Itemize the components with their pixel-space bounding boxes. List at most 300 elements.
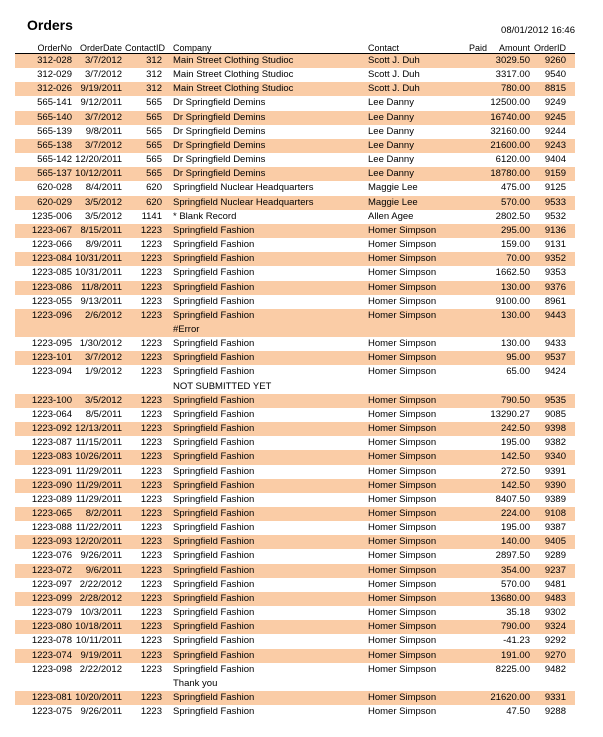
cell-amount: 242.50 <box>490 422 532 436</box>
report-timestamp: 08/01/2012 16:46 <box>501 25 575 36</box>
cell-contact-id: 1223 <box>125 309 165 323</box>
cell-paid <box>460 125 490 139</box>
cell-company: Springfield Fashion <box>165 479 360 493</box>
table-row <box>15 535 575 549</box>
cell-order-no: 312-028 <box>15 54 75 69</box>
cell-company: Springfield Fashion <box>173 607 255 619</box>
cell-company: Springfield Fashion <box>173 663 255 675</box>
cell-contact: Homer Simpson <box>368 295 437 307</box>
cell-contact-id: 1223 <box>140 663 162 675</box>
cell-contact-id: 312 <box>125 54 165 69</box>
table-row <box>15 351 575 365</box>
cell-contact-id: 1223 <box>140 239 162 251</box>
cell-paid <box>460 139 490 153</box>
cell-company: Springfield Fashion <box>173 465 255 477</box>
cell-order-date: 12/13/2011 <box>75 422 125 436</box>
cell-order-date: 11/22/2011 <box>75 522 122 534</box>
cell-amount: 130.00 <box>490 281 532 295</box>
cell-order-id: 9533 <box>532 196 575 210</box>
cell-company: #Error <box>165 323 360 337</box>
cell-order-no: 565-137 <box>15 167 75 181</box>
cell-order-no: 1223-090 <box>15 479 75 493</box>
cell-contact-id: 1223 <box>125 450 165 464</box>
cell-paid <box>460 634 490 648</box>
cell-contact-id: 565 <box>125 167 165 181</box>
cell-order-date <box>75 677 125 691</box>
cell-paid <box>460 337 490 351</box>
cell-paid <box>460 153 490 167</box>
cell-order-date: 10/26/2011 <box>75 450 125 464</box>
cell-amount: 295.00 <box>490 224 532 238</box>
table-row <box>15 549 575 563</box>
cell-order-date: 11/8/2011 <box>75 281 125 295</box>
cell-contact: Maggie Lee <box>368 182 418 194</box>
cell-order-id: 9302 <box>544 607 566 619</box>
cell-order-date: 3/5/2012 <box>85 210 122 222</box>
cell-order-id: 9433 <box>544 338 566 350</box>
table-row <box>15 578 575 592</box>
cell-paid <box>460 281 490 295</box>
cell-amount: 8225.00 <box>495 663 530 675</box>
cell-order-no: 1223-101 <box>15 351 75 365</box>
cell-order-no: 565-140 <box>15 111 75 125</box>
table-row <box>15 705 575 719</box>
cell-contact-id: 1223 <box>140 366 162 378</box>
cell-contact: Homer Simpson <box>368 635 437 647</box>
cell-contact: Homer Simpson <box>368 239 437 251</box>
cell-amount: 32160.00 <box>490 125 530 137</box>
cell-contact-id: 1223 <box>140 408 162 420</box>
cell-paid <box>460 450 490 464</box>
cell-paid <box>460 295 490 309</box>
cell-order-date: 9/12/2011 <box>80 97 122 109</box>
cell-paid <box>460 549 490 563</box>
cell-contact-id: 1223 <box>125 535 165 549</box>
cell-order-no: 312-029 <box>37 69 72 81</box>
cell-contact: Homer Simpson <box>368 408 437 420</box>
cell-contact: Homer Simpson <box>368 437 437 449</box>
cell-amount: 790.50 <box>490 394 532 408</box>
cell-contact: Homer Simpson <box>368 607 437 619</box>
cell-amount: 70.00 <box>490 252 532 266</box>
column-header-paid: Paid <box>460 39 490 54</box>
cell-paid <box>460 167 490 181</box>
cell-contact-id: 312 <box>146 69 162 81</box>
cell-paid <box>460 564 490 578</box>
cell-order-no <box>15 380 75 394</box>
cell-order-no: 1223-078 <box>31 635 72 647</box>
cell-order-id: 8815 <box>532 82 575 96</box>
cell-order-date: 10/31/2011 <box>75 267 122 279</box>
cell-company: Dr Springfield Demins <box>173 97 266 109</box>
cell-order-date: 11/29/2011 <box>75 479 125 493</box>
cell-amount: 13680.00 <box>490 592 532 606</box>
cell-order-date: 10/3/2011 <box>80 607 122 619</box>
cell-amount: 130.00 <box>490 309 532 323</box>
table-row <box>15 365 575 379</box>
cell-order-no: 1223-085 <box>31 267 72 279</box>
cell-order-no: 1223-095 <box>31 338 72 350</box>
cell-contact-id: 1223 <box>140 706 162 718</box>
column-header-contactid: ContactID <box>125 39 165 54</box>
cell-paid <box>460 309 490 323</box>
cell-amount <box>490 380 532 394</box>
cell-order-date: 3/5/2012 <box>75 196 125 210</box>
cell-contact-id: 1223 <box>140 295 162 307</box>
cell-order-id: 9537 <box>532 351 575 365</box>
cell-order-date: 3/7/2012 <box>75 54 125 69</box>
column-header-orderno: OrderNo <box>15 39 75 54</box>
table-row <box>15 337 575 351</box>
cell-order-date <box>75 323 125 337</box>
cell-paid <box>460 436 490 450</box>
cell-contact: Homer Simpson <box>360 620 460 634</box>
cell-order-no: 1223-100 <box>15 394 75 408</box>
cell-order-id: 9352 <box>532 252 575 266</box>
cell-order-no: 565-138 <box>15 139 75 153</box>
cell-contact-id: 1223 <box>140 267 162 279</box>
cell-paid <box>460 323 490 337</box>
table-row <box>15 521 575 535</box>
cell-company: Dr Springfield Demins <box>165 167 360 181</box>
cell-amount: 1662.50 <box>495 267 530 279</box>
cell-contact: Scott J. Duh <box>360 82 460 96</box>
cell-contact: Homer Simpson <box>368 706 437 718</box>
cell-paid <box>460 365 490 379</box>
cell-company: NOT SUBMITTED YET <box>173 380 272 392</box>
cell-contact-id: 565 <box>125 111 165 125</box>
cell-order-id: 9331 <box>532 691 575 705</box>
cell-paid <box>460 649 490 663</box>
cell-contact: Homer Simpson <box>368 465 437 477</box>
cell-company: Springfield Nuclear Headquarters <box>165 196 360 210</box>
cell-company: Thank you <box>173 677 218 689</box>
cell-contact: Homer Simpson <box>360 479 460 493</box>
cell-order-no: 620-029 <box>15 196 75 210</box>
cell-amount: 21600.00 <box>490 139 532 153</box>
cell-order-id: 9540 <box>544 69 566 81</box>
table-note-row <box>15 677 575 691</box>
cell-contact: Homer Simpson <box>360 507 460 521</box>
cell-order-id: 9324 <box>532 620 575 634</box>
cell-paid <box>460 663 490 677</box>
cell-order-no: 1223-093 <box>15 535 75 549</box>
cell-contact-id: 565 <box>125 139 165 153</box>
cell-paid <box>460 252 490 266</box>
cell-order-date: 8/15/2011 <box>75 224 125 238</box>
cell-order-date <box>75 380 125 394</box>
cell-order-no: 1223-088 <box>31 522 72 534</box>
cell-company: Springfield Fashion <box>173 239 255 251</box>
table-row <box>15 252 575 266</box>
cell-paid <box>460 592 490 606</box>
cell-order-date: 8/5/2011 <box>85 408 122 420</box>
cell-amount: 191.00 <box>490 649 532 663</box>
cell-company: Springfield Fashion <box>173 437 255 449</box>
table-row <box>15 422 575 436</box>
cell-paid <box>460 606 490 620</box>
cell-order-id: 9085 <box>544 408 566 420</box>
cell-order-no <box>15 323 75 337</box>
cell-contact: Homer Simpson <box>360 649 460 663</box>
cell-order-id: 9136 <box>532 224 575 238</box>
cell-contact: Homer Simpson <box>360 351 460 365</box>
cell-company: Springfield Fashion <box>165 649 360 663</box>
cell-order-no: 1223-075 <box>31 706 72 718</box>
cell-order-date: 9/6/2011 <box>75 564 125 578</box>
cell-order-date: 2/28/2012 <box>75 592 125 606</box>
cell-amount: 195.00 <box>500 437 530 449</box>
cell-order-no: 1223-097 <box>31 578 72 590</box>
table-row <box>15 181 575 195</box>
cell-contact: Lee Danny <box>360 139 460 153</box>
column-header-orderdate: OrderDate <box>75 39 125 54</box>
table-row <box>15 592 575 606</box>
column-header-company: Company <box>165 39 360 54</box>
cell-company: Springfield Fashion <box>165 620 360 634</box>
cell-company: Springfield Fashion <box>165 535 360 549</box>
cell-order-no: 565-139 <box>37 125 72 137</box>
cell-order-id: 9245 <box>532 111 575 125</box>
cell-contact <box>360 323 460 337</box>
table-row <box>15 309 575 323</box>
table-row <box>15 606 575 620</box>
cell-paid <box>460 677 490 691</box>
cell-amount: 790.00 <box>490 620 532 634</box>
cell-company: Springfield Fashion <box>173 295 255 307</box>
table-row <box>15 479 575 493</box>
cell-order-no: 1223-096 <box>15 309 75 323</box>
cell-company: Springfield Fashion <box>165 450 360 464</box>
cell-paid <box>460 54 490 69</box>
cell-amount: 570.00 <box>500 578 530 590</box>
cell-order-id: 9289 <box>544 550 566 562</box>
cell-order-date: 2/6/2012 <box>75 309 125 323</box>
cell-order-date: 10/18/2011 <box>75 620 125 634</box>
table-row <box>15 649 575 663</box>
cell-order-id: 9270 <box>532 649 575 663</box>
cell-order-id: 9243 <box>532 139 575 153</box>
table-row <box>15 54 575 69</box>
cell-contact-id: 565 <box>146 154 162 166</box>
cell-contact: Lee Danny <box>360 167 460 181</box>
cell-contact: Homer Simpson <box>368 550 437 562</box>
cell-contact: Lee Danny <box>360 111 460 125</box>
cell-amount: 354.00 <box>490 564 532 578</box>
column-header-amount: Amount <box>490 39 532 54</box>
table-note-row <box>15 380 575 394</box>
table-row <box>15 125 575 139</box>
cell-order-id: 9340 <box>532 450 575 464</box>
table-row <box>15 224 575 238</box>
cell-amount: 65.00 <box>506 366 530 378</box>
cell-paid <box>460 479 490 493</box>
cell-company: Springfield Fashion <box>165 507 360 521</box>
cell-amount: 780.00 <box>490 82 532 96</box>
table-row <box>15 620 575 634</box>
cell-contact-id: 565 <box>146 97 162 109</box>
cell-order-id: 9288 <box>544 706 566 718</box>
cell-order-date: 1/30/2012 <box>79 338 122 350</box>
cell-order-no <box>15 677 75 691</box>
cell-amount: 272.50 <box>500 465 530 477</box>
cell-amount: 570.00 <box>490 196 532 210</box>
cell-order-id: 9353 <box>544 267 566 279</box>
cell-contact-id: 1223 <box>140 493 162 505</box>
cell-paid <box>460 111 490 125</box>
table-row <box>15 465 575 479</box>
cell-order-no: 1223-081 <box>15 691 75 705</box>
cell-contact: Homer Simpson <box>368 493 437 505</box>
page-title: Orders <box>27 17 73 33</box>
cell-amount: 2897.50 <box>495 550 530 562</box>
cell-amount: 475.00 <box>500 182 530 194</box>
cell-contact-id: 1223 <box>125 351 165 365</box>
cell-company: Main Street Clothing Studioc <box>165 54 360 69</box>
cell-company: Springfield Fashion <box>165 252 360 266</box>
cell-paid <box>460 465 490 479</box>
cell-paid <box>460 691 490 705</box>
cell-paid <box>460 196 490 210</box>
cell-amount: 2802.50 <box>495 210 530 222</box>
cell-paid <box>460 535 490 549</box>
cell-contact-id: 1223 <box>140 635 162 647</box>
cell-order-date: 8/4/2011 <box>85 182 122 194</box>
cell-amount: 224.00 <box>490 507 532 521</box>
cell-company: Springfield Fashion <box>173 635 255 647</box>
table-row <box>15 96 575 110</box>
cell-contact: Scott J. Duh <box>360 54 460 69</box>
cell-contact-id: 1223 <box>125 507 165 521</box>
cell-amount: 21620.00 <box>490 691 532 705</box>
cell-contact: Lee Danny <box>368 125 414 137</box>
cell-order-no: 1223-080 <box>15 620 75 634</box>
cell-order-id: 9244 <box>544 125 566 137</box>
cell-amount <box>490 323 532 337</box>
cell-contact: Homer Simpson <box>360 450 460 464</box>
cell-contact-id: 1223 <box>140 338 162 350</box>
cell-company: Springfield Fashion <box>173 522 255 534</box>
cell-contact-id: 1223 <box>125 224 165 238</box>
cell-order-no: 1223-087 <box>31 437 72 449</box>
cell-company: Springfield Fashion <box>173 493 255 505</box>
cell-contact-id: 1223 <box>140 465 162 477</box>
cell-order-date: 3/7/2012 <box>75 351 125 365</box>
cell-order-no: 1235-006 <box>31 210 72 222</box>
cell-order-date: 9/13/2011 <box>80 295 122 307</box>
cell-contact-id <box>125 380 165 394</box>
cell-order-no: 1223-066 <box>31 239 72 251</box>
cell-paid <box>460 705 490 719</box>
cell-contact-id: 620 <box>146 182 162 194</box>
cell-order-date: 11/15/2011 <box>75 437 122 449</box>
cell-company: Springfield Fashion <box>165 422 360 436</box>
cell-contact: Homer Simpson <box>360 281 460 295</box>
cell-paid <box>460 96 490 110</box>
cell-contact: Lee Danny <box>368 97 414 109</box>
cell-order-no: 1223-094 <box>31 366 72 378</box>
cell-paid <box>460 238 490 252</box>
cell-contact: Homer Simpson <box>360 224 460 238</box>
cell-contact-id: 1223 <box>140 607 162 619</box>
cell-company: Springfield Fashion <box>173 550 255 562</box>
table-row <box>15 153 575 167</box>
cell-contact: Homer Simpson <box>360 535 460 549</box>
table-row <box>15 266 575 280</box>
cell-contact-id: 1223 <box>125 564 165 578</box>
cell-paid <box>460 394 490 408</box>
cell-paid <box>460 82 490 96</box>
cell-order-id: 9404 <box>544 154 566 166</box>
cell-paid <box>460 521 490 535</box>
cell-paid <box>460 422 490 436</box>
cell-order-id: 9125 <box>544 182 566 194</box>
cell-company: Dr Springfield Demins <box>165 139 360 153</box>
cell-contact: Homer Simpson <box>368 267 437 279</box>
cell-amount: 9100.00 <box>495 295 530 307</box>
cell-order-id: 9159 <box>532 167 575 181</box>
cell-contact-id: 1223 <box>125 281 165 295</box>
cell-contact: Homer Simpson <box>368 663 437 675</box>
table-row <box>15 295 575 309</box>
cell-order-no: 1223-084 <box>15 252 75 266</box>
cell-amount: 140.00 <box>490 535 532 549</box>
cell-order-no: 1223-086 <box>15 281 75 295</box>
table-row <box>15 663 575 677</box>
cell-order-date: 3/7/2012 <box>75 139 125 153</box>
cell-amount: 47.50 <box>506 706 530 718</box>
cell-contact: Homer Simpson <box>368 578 437 590</box>
cell-company: Main Street Clothing Studioc <box>165 82 360 96</box>
cell-order-id: 9532 <box>544 210 566 222</box>
cell-order-no: 565-142 <box>37 154 72 166</box>
table-row <box>15 139 575 153</box>
cell-order-id: 9292 <box>544 635 566 647</box>
cell-order-date: 2/22/2012 <box>79 663 122 675</box>
table-row <box>15 196 575 210</box>
cell-company: Dr Springfield Demins <box>165 111 360 125</box>
cell-order-date: 12/20/2011 <box>75 535 125 549</box>
cell-contact-id: 1223 <box>125 691 165 705</box>
table-row <box>15 238 575 252</box>
cell-order-id: 9443 <box>532 309 575 323</box>
cell-contact <box>360 380 460 394</box>
cell-company: Springfield Fashion <box>173 578 255 590</box>
cell-company: Springfield Fashion <box>165 351 360 365</box>
cell-order-no: 1223-079 <box>31 607 72 619</box>
cell-order-date: 10/12/2011 <box>75 167 125 181</box>
cell-order-no: 1223-092 <box>15 422 75 436</box>
cell-amount: 3317.00 <box>495 69 530 81</box>
cell-order-id: 9237 <box>532 564 575 578</box>
cell-order-date: 9/19/2011 <box>75 649 125 663</box>
cell-order-id: 9535 <box>532 394 575 408</box>
cell-order-id: 9108 <box>532 507 575 521</box>
cell-amount: 95.00 <box>490 351 532 365</box>
cell-contact: Maggie Lee <box>360 196 460 210</box>
cell-paid <box>460 380 490 394</box>
cell-company: Springfield Fashion <box>165 691 360 705</box>
cell-order-id <box>532 323 575 337</box>
cell-order-id: 9131 <box>544 239 566 251</box>
cell-paid <box>460 493 490 507</box>
cell-amount: -41.23 <box>503 635 530 647</box>
cell-order-id: 8961 <box>544 295 566 307</box>
cell-paid <box>460 578 490 592</box>
cell-order-date: 1/9/2012 <box>85 366 122 378</box>
cell-contact-id: 1223 <box>125 394 165 408</box>
table-header-row <box>15 39 575 54</box>
